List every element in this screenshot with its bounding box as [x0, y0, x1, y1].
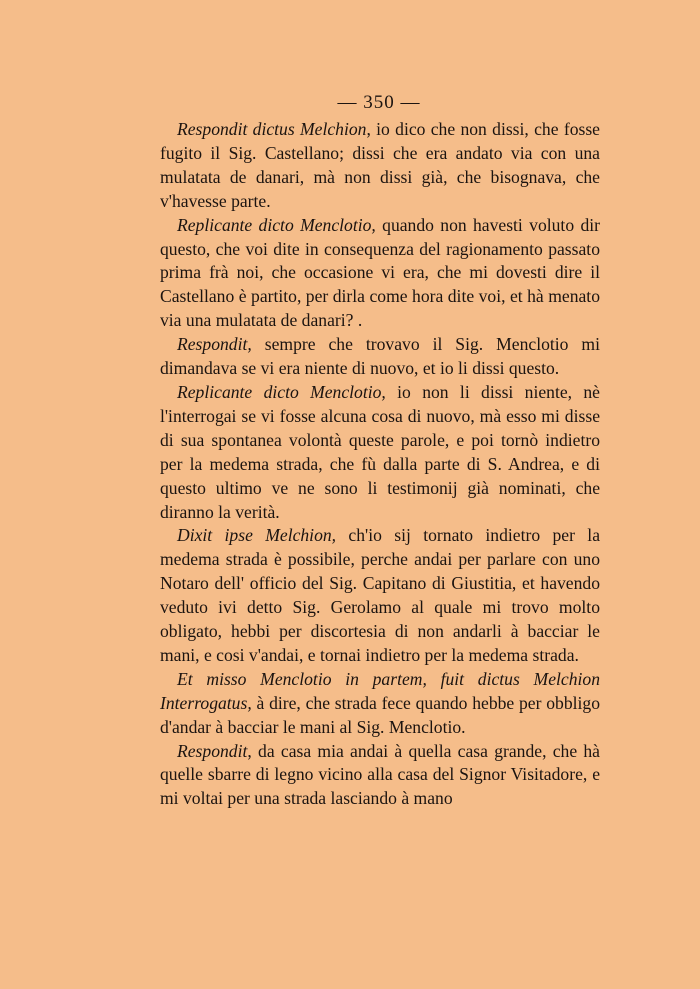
paragraph-text: io non li dissi niente, nè l'interrogai se vi fosse alcuna cosa di nuovo, mà esso mi disse di sua spontanea volontà queste parole, e poi tornò indietro per la medema strada, che fù dalla parte di S. Andrea, e di questo ultimo ve ne sono li testimonij già nominati, che diranno la verità.: [160, 381, 600, 522]
paragraph-text: à dire, che strada fece quando hebbe per obbligo d'andar à bacciar le mani al Sig. Menclotio.: [160, 692, 600, 737]
paragraph-4: [160, 381, 600, 524]
paragraph-text: , io dico che non dissi, che fosse fugito il Sig. Castellano; dissi che era andato via con una mulatata de danari, mà non dissi già, che bisognava, che v'havesse parte.: [160, 119, 600, 211]
paragraph-6: [160, 668, 600, 740]
paragraph-lead: Et misso Menclotio in partem, fuit dictus Melchion Interrogatus,: [160, 668, 600, 713]
paragraph-lead: Respondit: [177, 740, 248, 761]
paragraph-text: quando non havesti voluto dir questo, che voi dite in consequenza del ragionamento passato prima frà noi, che occasione vi era, che mi dovesti dire il Castellano è partito, per dirla come hora dite voi, et hà menato via una mulatata de danari? .: [160, 214, 600, 331]
paragraph-3: [160, 333, 600, 381]
paragraph-lead: Respondit,: [177, 334, 252, 355]
paragraph-7: [160, 740, 600, 812]
paragraph-1: [160, 118, 600, 214]
paragraph-5: [160, 524, 600, 667]
page-number: — 350 —: [337, 92, 421, 113]
paragraph-text: sempre che trovavo il Sig. Menclotio mi dimandava se vi era niente di nuovo, et io li dissi questo.: [160, 334, 600, 379]
text-body: [160, 118, 600, 811]
paragraph-lead: Dixit ipse Melchion,: [177, 525, 337, 546]
paragraph-lead: Respondit dictus Melchion: [177, 119, 367, 139]
paragraph-lead: Replicante dicto Menclotio,: [177, 381, 386, 402]
paragraph-2: [160, 214, 600, 334]
paragraph-lead: Replicante dicto Menclotio,: [177, 214, 376, 235]
paragraph-text: ch'io sij tornato indietro per la medema strada è possibile, perche andai per parlare con uno Notaro dell' officio del Sig. Capitano di Giustitia, et havendo veduto ivi detto Sig. Gerolamo al quale mi trovo molto obligato, hebbi per discortesia di non andarli à bacciar le mani, e cosi v'andai, e tornai indietro per la medema strada.: [160, 525, 601, 665]
paragraph-text: , da casa mia andai à quella casa grande, che hà quelle sbarre di legno vicino alla casa del Signor Visitadore, e mi voltai per una strada lasciando à mano: [160, 740, 600, 809]
